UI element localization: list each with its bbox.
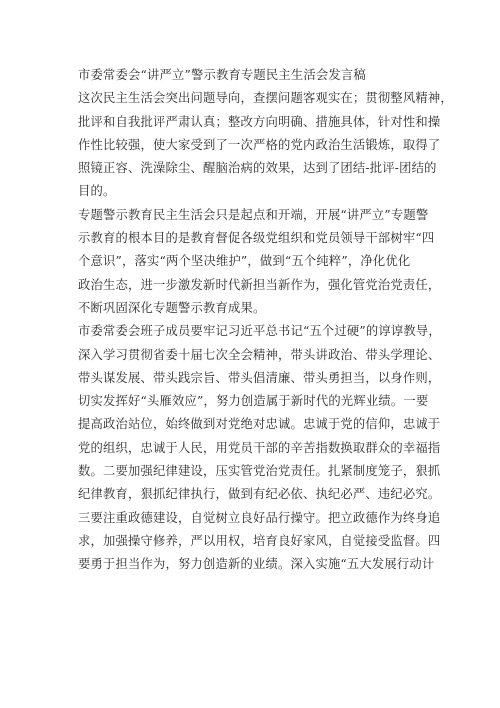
paragraph-1	[78, 87, 453, 203]
paragraph-2-line-1: 专题警示教育民主生活会只是起点和开端，开展“讲严立”专题警	[78, 207, 429, 222]
paragraph-1-line-1: 这次民主生活会突出问题导向，查摆问题客观实在；贯彻整风精神，	[78, 91, 453, 106]
paragraph-2-line-4: 政治生态，进一步激发新时代新担当新作为，强化管党治党责任，	[78, 277, 441, 292]
paragraph-3-line-9: 三要注重政德建设，自觉树立良好品行操守。把立政德作为终身追	[78, 510, 441, 525]
paragraph-3-line-3: 带头谋发展、带头践宗旨、带头倡清廉、带头勇担当，以身作则，	[78, 370, 441, 385]
paragraph-3-line-10: 求，加强操守修养，严以用权，培育良好家风，自觉接受监督。四	[78, 533, 441, 548]
paragraph-3-line-7: 数。二要加强纪律建设，压实管党治党责任。扎紧制度笼子，狠抓	[78, 464, 441, 479]
paragraph-2-line-5: 不断巩固深化专题警示教育成果。	[78, 300, 266, 315]
paragraph-3-line-8: 纪律教育，狠抓纪律执行，做到有纪必依、执纪必严、违纪必究。	[78, 487, 441, 502]
paragraph-3-line-1: 市委常委会班子成员要牢记习近平总书记“五个过硬”的谆谆教导，	[78, 324, 441, 339]
paragraph-3-line-11: 要勇于担当作为，努力创造新的业绩。深入实施“五大发展行动计	[78, 557, 435, 572]
paragraph-3-line-2: 深入学习贯彻省委十届七次全会精神，带头讲政治、带头学理论、	[78, 347, 441, 362]
document-title: 市委常委会“讲严立”警示教育专题民主生活会发言稿	[78, 68, 366, 82]
paragraph-3-line-6: 党的组织，忠诚于人民，用党员干部的辛苦指数换取群众的幸福指	[78, 440, 441, 455]
paragraph-2-line-2: 示教育的根本目的是教育督促各级党组织和党员领导干部树牢“四	[78, 231, 435, 246]
paragraph-2-line-3: 个意识”，落实“两个坚决维护”，做到“五个纯粹”，净化优化	[78, 254, 411, 269]
paragraph-2	[78, 204, 441, 320]
paragraph-3-line-4: 切实发挥好“头雁效应”，努力创造属于新时代的光辉业绩。一要	[78, 394, 429, 409]
paragraph-3	[78, 320, 441, 576]
paragraph-3-line-5: 提高政治站位，始终做到对党绝对忠诚。忠诚于党的信仰，忠诚于	[78, 417, 441, 432]
paragraph-1-line-5: 目的。	[78, 184, 116, 199]
paragraph-1-line-4: 照镜正容、洗澡除尘、醒脑治病的效果，达到了团结-批评-团结的	[78, 161, 437, 176]
paragraph-1-line-3: 作性比较强，使大家受到了一次严格的党内政治生活锻炼，取得了	[78, 137, 441, 152]
document-body	[78, 64, 453, 577]
paragraph-1-line-2: 批评和自我批评严肃认真；整改方向明确、措施具体，针对性和操	[78, 114, 441, 129]
